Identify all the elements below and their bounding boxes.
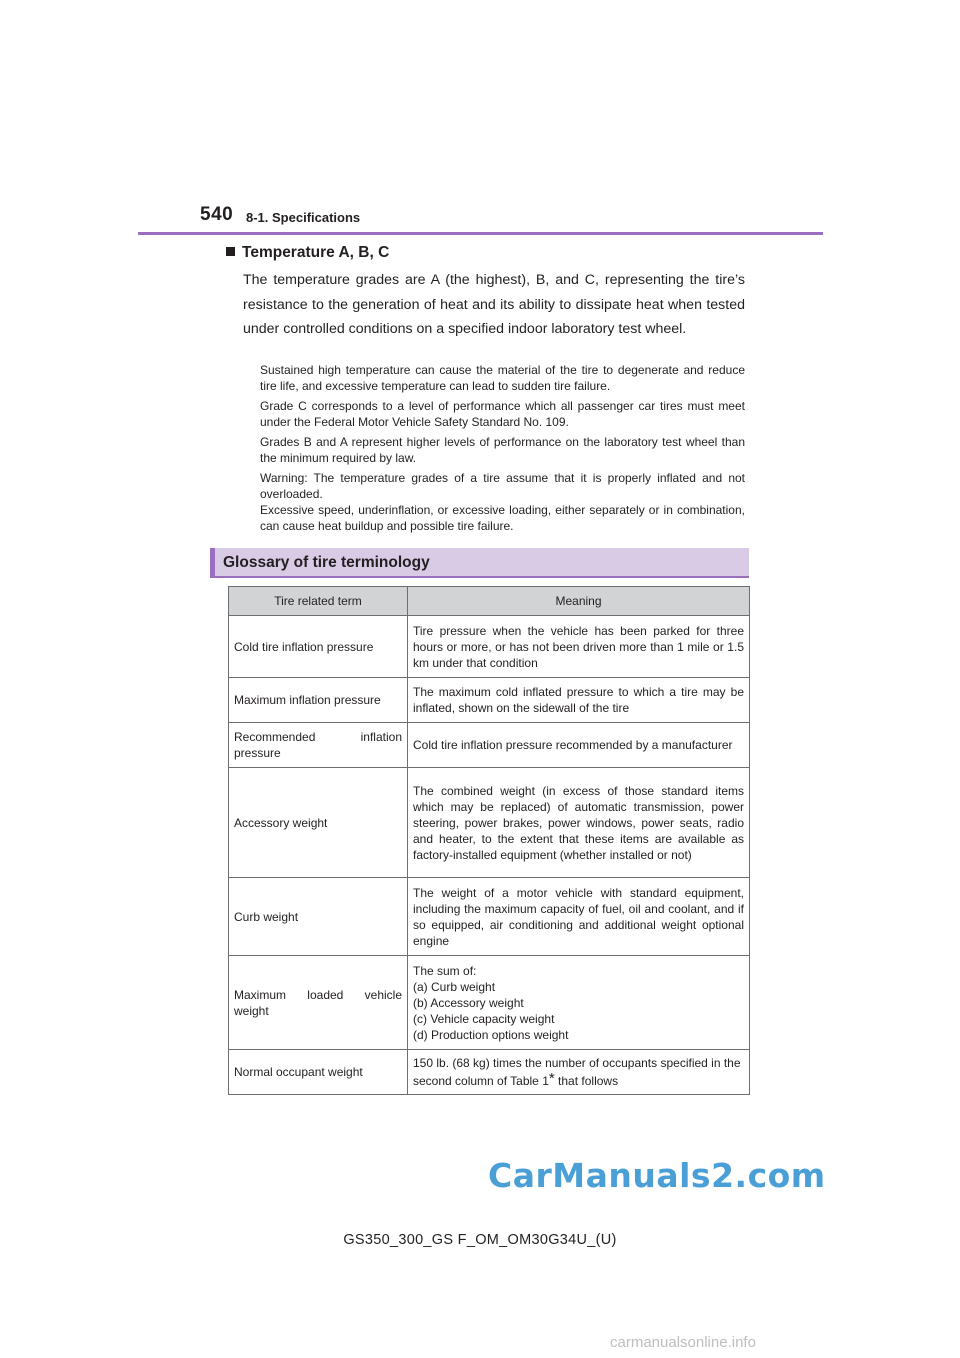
meaning-line: (c) Vehicle capacity weight xyxy=(413,1011,555,1026)
meaning-cell: The combined weight (in excess of those standard items which may be replaced) of automatic transmission, power steering, power brakes, power windows, power seats, radio and heater, to the extent that these items are available as factory-installed equipment (whether installed or not) xyxy=(408,768,750,878)
meaning-text: 150 lb. (68 kg) times the number of occupants specified in the second column of Table 1 xyxy=(413,1056,741,1088)
table-row xyxy=(229,616,750,678)
meaning-cell xyxy=(408,1050,750,1095)
note-paragraph xyxy=(260,470,745,534)
table-row xyxy=(229,768,750,878)
meaning-cell: The weight of a motor vehicle with standard equipment, including the maximum capacity of fuel, oil and coolant, and if so equipped, air conditioning and additional weight optional engine xyxy=(408,878,750,956)
term-cell: Normal occupant weight xyxy=(229,1050,408,1095)
meaning-line: The sum of: xyxy=(413,963,477,978)
footnote-star: * xyxy=(548,1070,555,1087)
term-cell: Cold tire inflation pressure xyxy=(229,616,408,678)
meaning-line: (a) Curb weight xyxy=(413,979,496,994)
note-paragraph: Grade C corresponds to a level of performance which all passenger car tires must meet under the Federal Motor Vehicle Safety Standard No. 109. xyxy=(260,399,745,429)
table-row xyxy=(229,678,750,723)
table-row xyxy=(229,878,750,956)
page-number: 540 xyxy=(200,204,234,225)
table-header-row xyxy=(229,587,750,616)
meaning-cell: Cold tire inflation pressure recommended by a manufacturer xyxy=(408,723,750,768)
glossary-title: Glossary of tire terminology xyxy=(223,554,430,571)
glossary-section-band xyxy=(210,548,749,578)
meaning-cell xyxy=(408,956,750,1050)
term-cell: Curb weight xyxy=(229,878,408,956)
square-bullet-icon xyxy=(226,247,235,256)
meaning-line: (b) Accessory weight xyxy=(413,995,524,1010)
note-paragraph: Sustained high temperature can cause the material of the tire to degenerate and reduce tire life, and excessive temperature can lead to sudden tire failure. xyxy=(260,363,745,393)
glossary-table xyxy=(228,586,750,1095)
term-cell: Maximum inflation pressure xyxy=(229,678,408,723)
term-cell: Recommended inflation pressure xyxy=(229,723,408,768)
meaning-cell: The maximum cold inflated pressure to which a tire may be inflated, shown on the sidewall of the tire xyxy=(408,678,750,723)
document-code: GS350_300_GS F_OM_OM30G34U_(U) xyxy=(343,1232,617,1248)
table-row xyxy=(229,723,750,768)
section-label: 8-1. Specifications xyxy=(246,210,361,225)
temperature-notes xyxy=(260,362,745,534)
note-paragraph: Grades B and A represent higher levels of performance on the laboratory test wheel than the minimum required by law. xyxy=(260,435,745,465)
meaning-tail: that follows xyxy=(554,1074,619,1088)
table-row xyxy=(229,956,750,1050)
term-cell: Maximum loaded vehicle weight xyxy=(229,956,408,1050)
note-warning-continued: Excessive speed, underinflation, or excessive loading, either separately or in combination, can cause heat buildup and possible tire failure. xyxy=(260,503,745,533)
temperature-body: The temperature grades are A (the highest), B, and C, representing the tire’s resistance to the generation of heat and its ability to dissipate heat when tested under controlled conditions on a specified indoor laboratory test wheel. xyxy=(243,272,745,337)
column-header: Tire related term xyxy=(229,587,408,616)
header-rule xyxy=(138,232,823,235)
meaning-cell: Tire pressure when the vehicle has been parked for three hours or more, or has not been driven more than 1 mile or 1.5 km under that condition xyxy=(408,616,750,678)
term-cell: Accessory weight xyxy=(229,768,408,878)
temperature-heading xyxy=(226,244,389,262)
temperature-heading-text: Temperature A, B, C xyxy=(242,244,390,261)
watermark-site: carmanualsonline.info xyxy=(610,1334,756,1351)
meaning-line: (d) Production options weight xyxy=(413,1027,569,1042)
column-header: Meaning xyxy=(408,587,750,616)
watermark-logo: CarManuals2.com xyxy=(488,1156,826,1195)
note-warning: Warning: The temperature grades of a tire assume that it is properly inflated and not overloaded. xyxy=(260,471,745,501)
table-row xyxy=(229,1050,750,1095)
